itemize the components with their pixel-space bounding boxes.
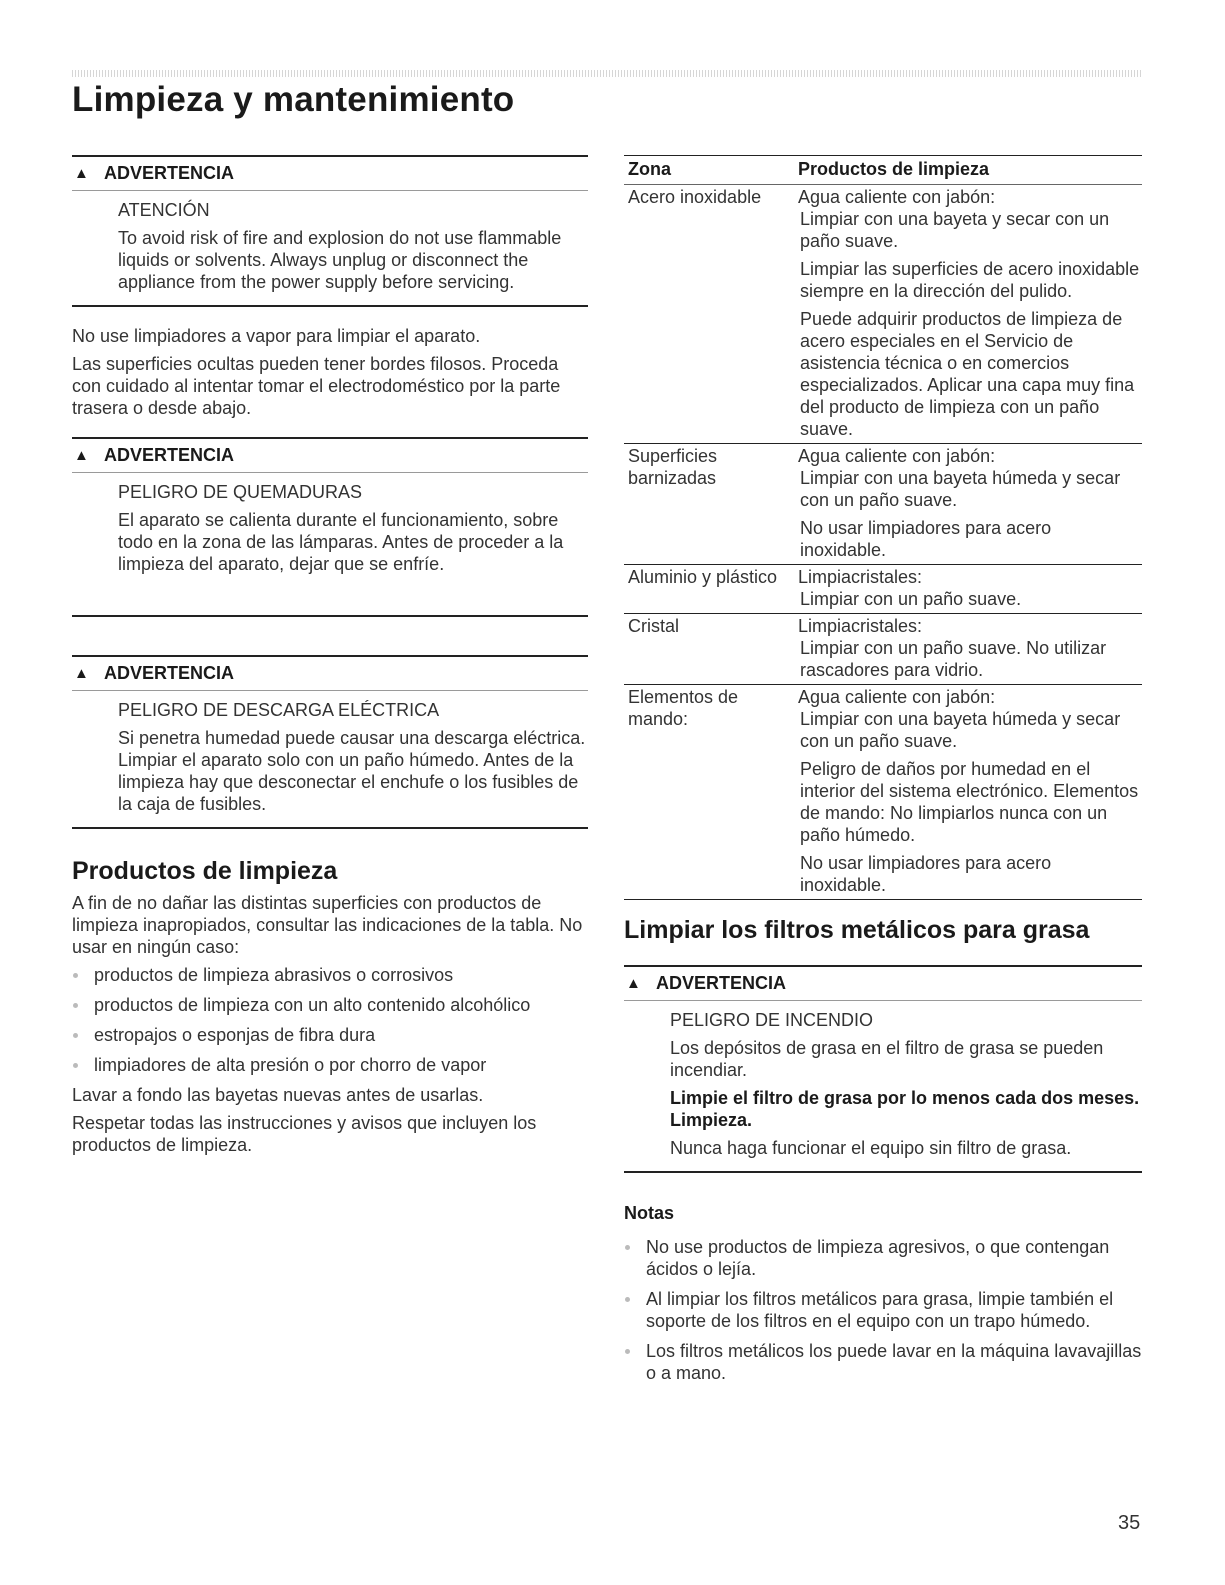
warning-box-burns <box>72 437 588 617</box>
products-cell <box>794 565 1142 614</box>
warning-triangle-icon: ▲ <box>74 447 89 464</box>
products-lead: Agua caliente con jabón: <box>798 446 996 466</box>
warning-body <box>72 191 588 305</box>
warning-body <box>72 473 588 615</box>
products-cell <box>794 444 1142 565</box>
zone-cell: Elementos de mando: <box>624 685 794 900</box>
products-line: Limpiar con un paño suave. <box>800 589 1022 609</box>
header-decoration-bar <box>72 70 1142 77</box>
respect-instructions-note: Respetar todas las instrucciones y avisos que incluyen los productos de limpieza. <box>72 1113 537 1155</box>
warning-text: Los depósitos de grasa en el filtro de grasa se pueden incendiar. <box>670 1038 1104 1080</box>
warning-heading: ADVERTENCIA <box>104 663 235 683</box>
warning-bold-instruction: Limpie el filtro de grasa por lo menos cada dos meses. Limpieza. <box>670 1088 1140 1130</box>
left-column <box>72 155 588 1162</box>
zone-cell: Acero inoxidable <box>624 185 794 444</box>
wash-cloths-note: Lavar a fondo las bayetas nuevas antes de usarlas. <box>72 1085 484 1105</box>
products-line: No usar limpiadores para acero inoxidable. <box>800 853 1052 895</box>
table-row <box>624 685 1142 900</box>
products-lead: Agua caliente con jabón: <box>798 687 996 707</box>
notes-list <box>624 1236 1142 1384</box>
products-line: Limpiar con una bayeta húmeda y secar con un paño suave. <box>800 709 1121 751</box>
warning-triangle-icon: ▲ <box>626 975 641 992</box>
steam-cleaner-note: No use limpiadores a vapor para limpiar el aparato. <box>72 326 481 346</box>
list-item: estropajos o esponjas de fibra dura <box>72 1024 588 1046</box>
products-line: Peligro de daños por humedad en el interior del sistema electrónico. Elementos de mando: No limpiarlos nunca con un paño húmedo. <box>800 759 1139 845</box>
products-line: Limpiar con un paño suave. No utilizar rascadores para vidrio. <box>800 638 1107 680</box>
zone-cell: Cristal <box>624 614 794 685</box>
do-not-use-list <box>72 964 588 1076</box>
list-item: Los filtros metálicos los puede lavar en la máquina lavavajillas o a mano. <box>624 1340 1142 1384</box>
table-row <box>624 185 1142 444</box>
products-line: Limpiar con una bayeta y secar con un paño suave. <box>800 209 1110 251</box>
page-title: Limpieza y mantenimiento <box>72 80 515 119</box>
warning-header <box>624 967 1142 1001</box>
products-intro: A fin de no dañar las distintas superficies con productos de limpieza inapropiados, consultar las indicaciones de la tabla. No usar en ningún caso: <box>72 893 583 957</box>
notes-heading: Notas <box>624 1203 675 1223</box>
list-item: productos de limpieza abrasivos o corrosivos <box>72 964 588 986</box>
products-lead: Agua caliente con jabón: <box>798 187 996 207</box>
products-line: Limpiar con una bayeta húmeda y secar con un paño suave. <box>800 468 1121 510</box>
products-cell <box>794 614 1142 685</box>
table-header-row <box>624 156 1142 185</box>
warning-text: To avoid risk of fire and explosion do not use flammable liquids or solvents. Always unplug or disconnect the appliance from the power supply before servicing. <box>118 228 562 292</box>
warning-subheading: PELIGRO DE DESCARGA ELÉCTRICA <box>118 700 440 720</box>
cleaning-products-table <box>624 155 1142 900</box>
list-item: productos de limpieza con un alto contenido alcohólico <box>72 994 588 1016</box>
products-cell <box>794 685 1142 900</box>
products-line: Limpiar las superficies de acero inoxidable siempre en la dirección del pulido. <box>800 259 1140 301</box>
table-row <box>624 444 1142 565</box>
column-header-zone: Zona <box>624 156 794 185</box>
warning-box-electric <box>72 655 588 829</box>
warning-body <box>72 691 588 827</box>
warning-heading: ADVERTENCIA <box>104 163 235 183</box>
warning-header <box>72 157 588 191</box>
warning-heading: ADVERTENCIA <box>656 973 787 993</box>
warning-subheading: ATENCIÓN <box>118 200 210 220</box>
warning-heading: ADVERTENCIA <box>104 445 235 465</box>
zone-cell: Aluminio y plástico <box>624 565 794 614</box>
section-title-grease-filters: Limpiar los filtros metálicos para grasa <box>624 916 1090 944</box>
column-header-products: Productos de limpieza <box>794 156 1142 185</box>
warning-box-general <box>72 155 588 307</box>
warning-text: Si penetra humedad puede causar una descarga eléctrica. Limpiar el aparato solo con un paño húmedo. Antes de la limpieza hay que desconectar el enchufe o los fusibles de la caja de fusibles. <box>118 728 586 814</box>
warning-box-fire <box>624 965 1142 1173</box>
section-title-cleaning-products: Productos de limpieza <box>72 857 338 885</box>
products-line: Puede adquirir productos de limpieza de acero especiales en el Servicio de asistencia técnica o en comercios especializados. Aplicar una capa muy fina del producto de limpieza con un paño suave. <box>800 309 1135 439</box>
sharp-edges-note: Las superficies ocultas pueden tener bordes filosos. Proceda con cuidado al intentar tomar el electrodoméstico por la parte trasera o desde abajo. <box>72 354 561 418</box>
list-item: No use productos de limpieza agresivos, o que contengan ácidos o lejía. <box>624 1236 1142 1280</box>
warning-subheading: PELIGRO DE INCENDIO <box>670 1010 874 1030</box>
products-line: No usar limpiadores para acero inoxidable. <box>800 518 1052 560</box>
products-lead: Limpiacristales: <box>798 567 923 587</box>
list-item: limpiadores de alta presión o por chorro de vapor <box>72 1054 588 1076</box>
warning-subheading: PELIGRO DE QUEMADURAS <box>118 482 363 502</box>
warning-header <box>72 439 588 473</box>
products-lead: Limpiacristales: <box>798 616 923 636</box>
page-number: 35 <box>1118 1512 1141 1534</box>
table-row <box>624 614 1142 685</box>
warning-triangle-icon: ▲ <box>74 665 89 682</box>
warning-triangle-icon: ▲ <box>74 165 89 182</box>
list-item: Al limpiar los filtros metálicos para grasa, limpie también el soporte de los filtros en el equipo con un trapo húmedo. <box>624 1288 1142 1332</box>
warning-text: El aparato se calienta durante el funcionamiento, sobre todo en la zona de las lámparas. Antes de proceder a la limpieza del aparato, dejar que se enfríe. <box>118 510 564 574</box>
right-column <box>624 155 1142 1392</box>
table-row <box>624 565 1142 614</box>
warning-body <box>624 1001 1142 1171</box>
zone-cell: Superficies barnizadas <box>624 444 794 565</box>
warning-header <box>72 657 588 691</box>
products-cell <box>794 185 1142 444</box>
warning-text-2: Nunca haga funcionar el equipo sin filtro de grasa. <box>670 1138 1072 1158</box>
